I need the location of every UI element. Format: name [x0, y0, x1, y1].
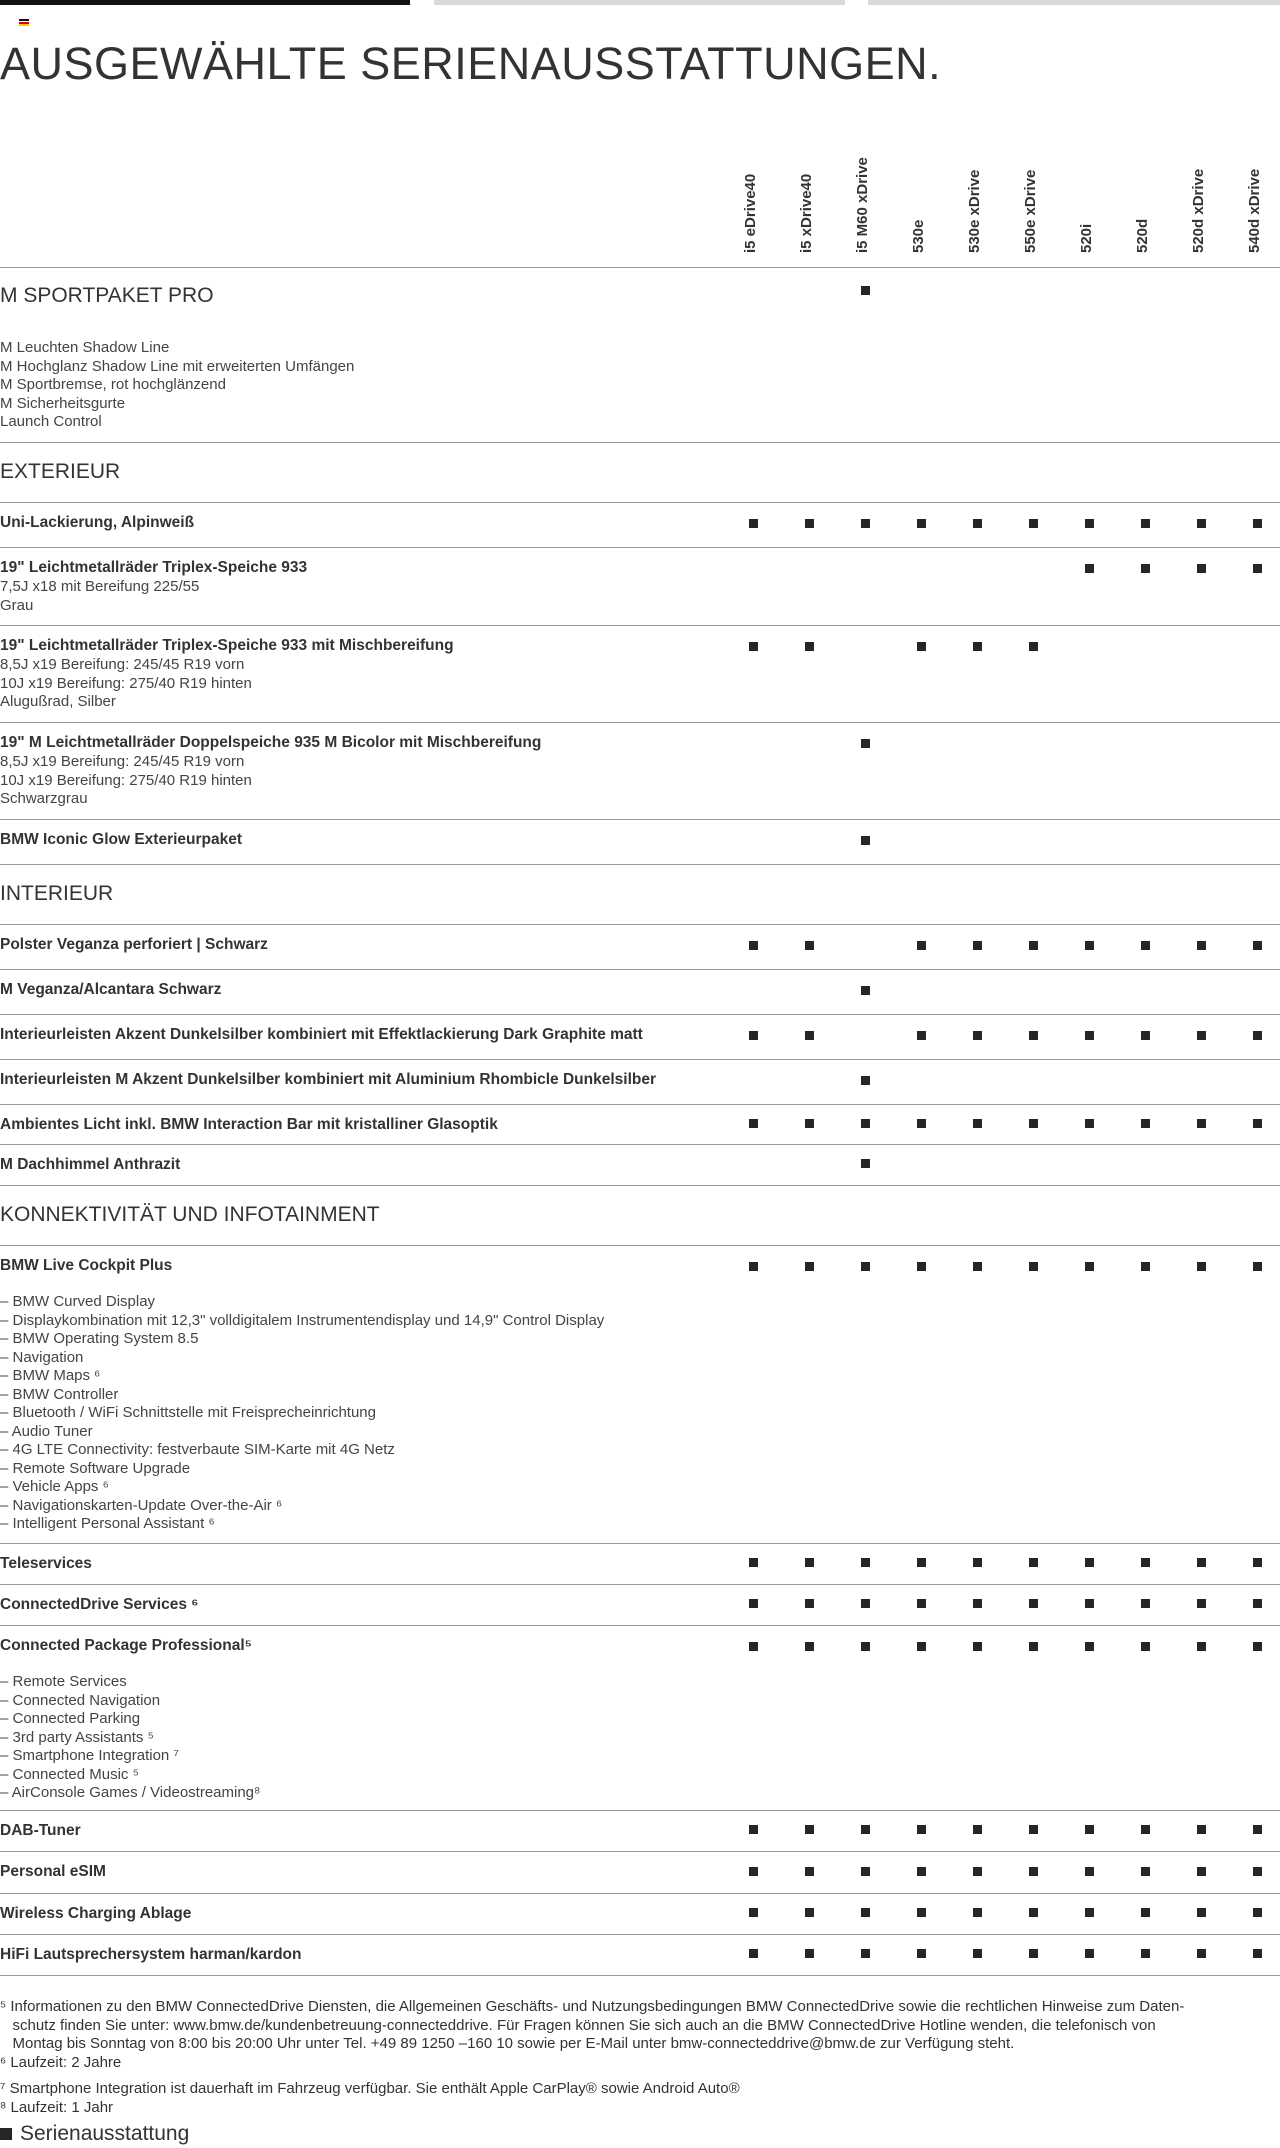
standard-equipment-marker	[1141, 1867, 1150, 1876]
standard-equipment-marker	[749, 1908, 758, 1917]
legend	[0, 2122, 189, 2146]
standard-equipment-marker	[917, 1867, 926, 1876]
equipment-row	[0, 723, 1280, 820]
standard-equipment-marker	[1253, 1599, 1262, 1608]
standard-equipment-marker	[805, 1642, 814, 1651]
standard-equipment-marker	[1253, 941, 1262, 950]
standard-equipment-marker	[1197, 1642, 1206, 1651]
standard-equipment-marker	[805, 1558, 814, 1567]
legend-label: Serienausstattung	[20, 2122, 190, 2145]
standard-equipment-marker	[749, 1642, 758, 1651]
standard-equipment-marker	[1029, 941, 1038, 950]
model-name: i5 M60 xDrive	[854, 157, 871, 253]
standard-equipment-marker	[1197, 1262, 1206, 1271]
equipment-row	[0, 1145, 1280, 1186]
standard-equipment-marker	[749, 1867, 758, 1876]
standard-equipment-marker	[1253, 1119, 1262, 1128]
equipment-name: 19" Leichtmetallräder Triplex-Speiche 933	[0, 559, 308, 576]
standard-equipment-marker	[1029, 1949, 1038, 1958]
model-header	[854, 143, 874, 253]
standard-equipment-marker	[805, 1031, 814, 1040]
standard-equipment-marker	[805, 941, 814, 950]
standard-equipment-marker	[1197, 1867, 1206, 1876]
standard-equipment-marker	[861, 739, 870, 748]
standard-equipment-marker	[861, 1119, 870, 1128]
standard-equipment-marker	[1253, 1825, 1262, 1834]
standard-equipment-marker	[1029, 1262, 1038, 1271]
model-name: 530e	[910, 219, 927, 253]
standard-equipment-marker	[917, 1031, 926, 1040]
standard-equipment-marker	[861, 836, 870, 845]
standard-equipment-marker	[1197, 1949, 1206, 1958]
model-name: 540d xDrive	[1246, 168, 1263, 253]
standard-equipment-marker	[1141, 564, 1150, 573]
standard-equipment-marker	[973, 1825, 982, 1834]
standard-equipment-marker	[1253, 1949, 1262, 1958]
equipment-name: 19" M Leichtmetallräder Doppelspeiche 935 M Bicolor mit Mischbereifung	[0, 734, 542, 751]
equipment-name: Personal eSIM	[0, 1863, 106, 1880]
standard-equipment-marker	[749, 519, 758, 528]
standard-equipment-marker	[749, 1262, 758, 1271]
standard-equipment-marker	[1197, 1825, 1206, 1834]
standard-equipment-marker	[861, 286, 870, 295]
standard-equipment-marker	[917, 1119, 926, 1128]
model-header	[798, 143, 818, 253]
section-title: INTERIEUR	[0, 882, 114, 905]
equipment-row	[0, 1935, 1280, 1976]
standard-equipment-marker	[749, 1825, 758, 1834]
german-flag-icon	[19, 19, 29, 26]
progress-bar-inactive	[868, 0, 1280, 5]
section-title: EXTERIEUR	[0, 460, 121, 483]
equipment-row	[0, 1811, 1280, 1852]
standard-equipment-marker	[749, 941, 758, 950]
standard-equipment-marker	[861, 1599, 870, 1608]
standard-equipment-marker	[917, 1642, 926, 1651]
standard-equipment-marker	[1197, 564, 1206, 573]
equipment-row	[0, 548, 1280, 626]
standard-equipment-marker	[1197, 519, 1206, 528]
model-header-row	[0, 140, 1280, 268]
standard-equipment-marker	[973, 1119, 982, 1128]
standard-equipment-marker	[973, 1031, 982, 1040]
footnote: ⁸ Laufzeit: 1 Jahr	[0, 2098, 114, 2116]
equipment-name: BMW Iconic Glow Exterieurpaket	[0, 831, 243, 848]
standard-equipment-marker	[1085, 1949, 1094, 1958]
model-name: 520d xDrive	[1190, 168, 1207, 253]
model-name: 520d	[1134, 218, 1151, 253]
standard-equipment-marker	[1253, 1642, 1262, 1651]
standard-equipment-marker	[749, 1599, 758, 1608]
standard-equipment-marker	[861, 1867, 870, 1876]
standard-equipment-marker	[973, 1599, 982, 1608]
progress-bar-active	[0, 0, 410, 5]
section-header-row	[0, 1186, 1280, 1246]
equipment-name: HiFi Lautsprechersystem harman/kardon	[0, 1946, 302, 1963]
standard-equipment-marker	[749, 1949, 758, 1958]
standard-equipment-marker	[1141, 1825, 1150, 1834]
standard-equipment-marker	[861, 986, 870, 995]
standard-equipment-marker	[1197, 1908, 1206, 1917]
standard-equipment-marker	[805, 642, 814, 651]
standard-equipment-marker	[1253, 564, 1262, 573]
standard-equipment-marker-icon	[0, 2128, 12, 2140]
standard-equipment-marker	[973, 519, 982, 528]
standard-equipment-marker	[1085, 1031, 1094, 1040]
equipment-details: 7,5J x18 mit Bereifung 225/55 Grau	[0, 578, 200, 614]
standard-equipment-marker	[1253, 1031, 1262, 1040]
model-name: 550e xDrive	[1022, 169, 1039, 253]
standard-equipment-marker	[1253, 1908, 1262, 1917]
section-header-row	[0, 268, 1280, 443]
standard-equipment-marker	[1141, 1558, 1150, 1567]
equipment-row	[0, 626, 1280, 723]
model-header	[966, 143, 986, 253]
footnote: ⁷ Smartphone Integration ist dauerhaft im Fahrzeug verfügbar. Sie enthält Apple CarPlay® sowie Android Auto®	[0, 2080, 740, 2097]
standard-equipment-marker	[1085, 1119, 1094, 1128]
standard-equipment-marker	[1197, 1558, 1206, 1567]
equipment-details: – BMW Curved Display – Displaykombination mit 12,3" volldigitalem Instrumentendisplay und 14,9" Control Display – BMW Operating System 8.5 – Navigation – BMW Maps ⁶ – BMW Controller – Bluetooth / WiFi Schnittstelle mit Freisprecheinrichtung – Audio Tuner – 4G LTE Connectivity: festverbaute SIM-Karte mit 4G Netz – Remote Software Upgrade – Vehicle Apps ⁶ – Navigationskarten-Update Over-the-Air ⁶ – Intelligent Personal Assistant ⁶	[0, 1293, 605, 1532]
section-title: M SPORTPAKET PRO	[0, 284, 214, 307]
standard-equipment-marker	[1085, 1599, 1094, 1608]
standard-equipment-marker	[973, 941, 982, 950]
equipment-row	[0, 503, 1280, 548]
equipment-details: – Remote Services – Connected Navigation – Connected Parking – 3rd party Assistants ⁵ – Smartphone Integration ⁷ – Connected Music ⁵ – AirConsole Games / Videostreaming⁸	[0, 1673, 261, 1801]
standard-equipment-marker	[1253, 519, 1262, 528]
standard-equipment-marker	[1141, 1119, 1150, 1128]
standard-equipment-marker	[805, 1825, 814, 1834]
standard-equipment-marker	[973, 642, 982, 651]
standard-equipment-marker	[749, 1031, 758, 1040]
equipment-name: Ambientes Licht inkl. BMW Interaction Bar mit kristalliner Glasoptik	[0, 1116, 498, 1133]
equipment-table	[0, 268, 1280, 1976]
equipment-details: M Leuchten Shadow Line M Hochglanz Shadow Line mit erweiterten Umfängen M Sportbremse, rot hochglänzend M Sicherheitsgurte Launch Control	[0, 339, 355, 430]
standard-equipment-marker	[917, 642, 926, 651]
standard-equipment-marker	[805, 1867, 814, 1876]
standard-equipment-marker	[1029, 1031, 1038, 1040]
equipment-name: Uni-Lackierung, Alpinweiß	[0, 514, 195, 531]
equipment-row	[0, 970, 1280, 1015]
standard-equipment-marker	[861, 1558, 870, 1567]
section-title: KONNEKTIVITÄT UND INFOTAINMENT	[0, 1203, 380, 1226]
standard-equipment-marker	[1085, 1642, 1094, 1651]
standard-equipment-marker	[1141, 519, 1150, 528]
section-header-row	[0, 865, 1280, 925]
equipment-row	[0, 1105, 1280, 1145]
standard-equipment-marker	[749, 642, 758, 651]
standard-equipment-marker	[1197, 941, 1206, 950]
standard-equipment-marker	[1141, 1908, 1150, 1917]
model-header	[1022, 143, 1042, 253]
standard-equipment-marker	[805, 519, 814, 528]
standard-equipment-marker	[861, 519, 870, 528]
equipment-name: Polster Veganza perforiert | Schwarz	[0, 936, 268, 953]
model-name: i5 xDrive40	[798, 173, 815, 253]
standard-equipment-marker	[1085, 1825, 1094, 1834]
standard-equipment-marker	[1029, 1908, 1038, 1917]
footnotes	[0, 1998, 1280, 2117]
equipment-row	[0, 1585, 1280, 1626]
standard-equipment-marker	[1029, 1119, 1038, 1128]
model-name: 520i	[1078, 223, 1095, 253]
standard-equipment-marker	[917, 1599, 926, 1608]
standard-equipment-marker	[1141, 1949, 1150, 1958]
standard-equipment-marker	[1253, 1558, 1262, 1567]
standard-equipment-marker	[1029, 1558, 1038, 1567]
standard-equipment-marker	[1029, 1867, 1038, 1876]
standard-equipment-marker	[1029, 1642, 1038, 1651]
standard-equipment-marker	[917, 1908, 926, 1917]
standard-equipment-marker	[1085, 519, 1094, 528]
standard-equipment-marker	[749, 1558, 758, 1567]
progress-bar-inactive	[434, 0, 845, 5]
standard-equipment-marker	[805, 1119, 814, 1128]
equipment-details: 8,5J x19 Bereifung: 245/45 R19 vorn 10J x19 Bereifung: 275/40 R19 hinten Alugußrad, Silber	[0, 656, 252, 710]
standard-equipment-marker	[1253, 1867, 1262, 1876]
equipment-row	[0, 1626, 1280, 1811]
standard-equipment-marker	[805, 1262, 814, 1271]
standard-equipment-marker	[1085, 1558, 1094, 1567]
equipment-row	[0, 925, 1280, 970]
standard-equipment-marker	[1141, 1031, 1150, 1040]
model-header	[1246, 143, 1266, 253]
equipment-row	[0, 1015, 1280, 1060]
page-progress-bars	[0, 0, 1280, 6]
standard-equipment-marker	[861, 1076, 870, 1085]
standard-equipment-marker	[1085, 1262, 1094, 1271]
standard-equipment-marker	[917, 941, 926, 950]
equipment-name: Teleservices	[0, 1555, 92, 1572]
standard-equipment-marker	[1085, 1867, 1094, 1876]
standard-equipment-marker	[973, 1867, 982, 1876]
standard-equipment-marker	[973, 1262, 982, 1271]
standard-equipment-marker	[861, 1262, 870, 1271]
model-name: i5 eDrive40	[742, 173, 759, 253]
standard-equipment-marker	[1029, 1599, 1038, 1608]
standard-equipment-marker	[917, 1558, 926, 1567]
equipment-row	[0, 820, 1280, 865]
standard-equipment-marker	[861, 1949, 870, 1958]
standard-equipment-marker	[1141, 1599, 1150, 1608]
equipment-name: BMW Live Cockpit Plus	[0, 1257, 173, 1274]
standard-equipment-marker	[973, 1558, 982, 1567]
model-header	[910, 143, 930, 253]
standard-equipment-marker	[917, 519, 926, 528]
standard-equipment-marker	[861, 1159, 870, 1168]
standard-equipment-marker	[805, 1949, 814, 1958]
standard-equipment-marker	[1197, 1119, 1206, 1128]
standard-equipment-marker	[805, 1908, 814, 1917]
standard-equipment-marker	[1029, 519, 1038, 528]
standard-equipment-marker	[749, 1119, 758, 1128]
equipment-name: Interieurleisten M Akzent Dunkelsilber kombiniert mit Aluminium Rhombicle Dunkelsilber	[0, 1071, 657, 1088]
equipment-name: M Veganza/Alcantara Schwarz	[0, 981, 222, 998]
standard-equipment-marker	[917, 1949, 926, 1958]
standard-equipment-marker	[917, 1262, 926, 1271]
standard-equipment-marker	[1085, 564, 1094, 573]
standard-equipment-marker	[861, 1825, 870, 1834]
standard-equipment-marker	[1141, 1262, 1150, 1271]
standard-equipment-marker	[1253, 1262, 1262, 1271]
standard-equipment-marker	[917, 1825, 926, 1834]
standard-equipment-marker	[973, 1949, 982, 1958]
standard-equipment-marker	[1085, 941, 1094, 950]
standard-equipment-marker	[861, 1642, 870, 1651]
footnote: ⁶ Laufzeit: 2 Jahre	[0, 2053, 122, 2071]
equipment-name: 19" Leichtmetallräder Triplex-Speiche 933 mit Mischbereifung	[0, 637, 454, 654]
standard-equipment-marker	[1141, 941, 1150, 950]
model-name: 530e xDrive	[966, 169, 983, 253]
equipment-name: ConnectedDrive Services ⁶	[0, 1596, 199, 1613]
model-header	[742, 143, 762, 253]
section-header-row	[0, 443, 1280, 503]
model-header	[1078, 143, 1098, 253]
equipment-row	[0, 1246, 1280, 1544]
footnote: ⁵ Informationen zu den BMW ConnectedDrive Diensten, die Allgemeinen Geschäfts- und Nutzungsbedingungen BMW ConnectedDrive sowie die rechtlichen Hinweise zum Daten- schutz finden Sie unter: www.bmw.de/kundenbetreuung-connecteddrive. Für Fragen können Sie sich auch an die BMW ConnectedDrive Hotline wenden, die telefonisch von Montag bis Sonntag von 8:00 bis 20:00 Uhr unter Tel. +49 89 1250 –160 10 sowie per E-Mail unter bmw-connecteddrive@bmw.de zur Verfügung steht.	[0, 1998, 1185, 2052]
equipment-name: M Dachhimmel Anthrazit	[0, 1156, 181, 1173]
model-header	[1190, 143, 1210, 253]
equipment-row	[0, 1852, 1280, 1894]
equipment-row	[0, 1894, 1280, 1935]
equipment-row	[0, 1060, 1280, 1105]
page-title: AUSGEWÄHLTE SERIENAUSSTATTUNGEN.	[0, 38, 942, 89]
equipment-name: DAB-Tuner	[0, 1822, 81, 1839]
standard-equipment-marker	[1197, 1599, 1206, 1608]
standard-equipment-marker	[1029, 1825, 1038, 1834]
standard-equipment-marker	[1029, 642, 1038, 651]
equipment-name: Interieurleisten Akzent Dunkelsilber kombiniert mit Effektlackierung Dark Graphite matt	[0, 1026, 643, 1043]
equipment-details: 8,5J x19 Bereifung: 245/45 R19 vorn 10J x19 Bereifung: 275/40 R19 hinten Schwarzgrau	[0, 753, 252, 807]
standard-equipment-marker	[1197, 1031, 1206, 1040]
standard-equipment-marker	[805, 1599, 814, 1608]
standard-equipment-marker	[1141, 1642, 1150, 1651]
standard-equipment-marker	[973, 1642, 982, 1651]
standard-equipment-marker	[973, 1908, 982, 1917]
standard-equipment-marker	[861, 1908, 870, 1917]
standard-equipment-marker	[1085, 1908, 1094, 1917]
model-header	[1134, 143, 1154, 253]
equipment-name: Wireless Charging Ablage	[0, 1905, 192, 1922]
equipment-name: Connected Package Professional⁵	[0, 1637, 252, 1654]
equipment-row	[0, 1544, 1280, 1585]
